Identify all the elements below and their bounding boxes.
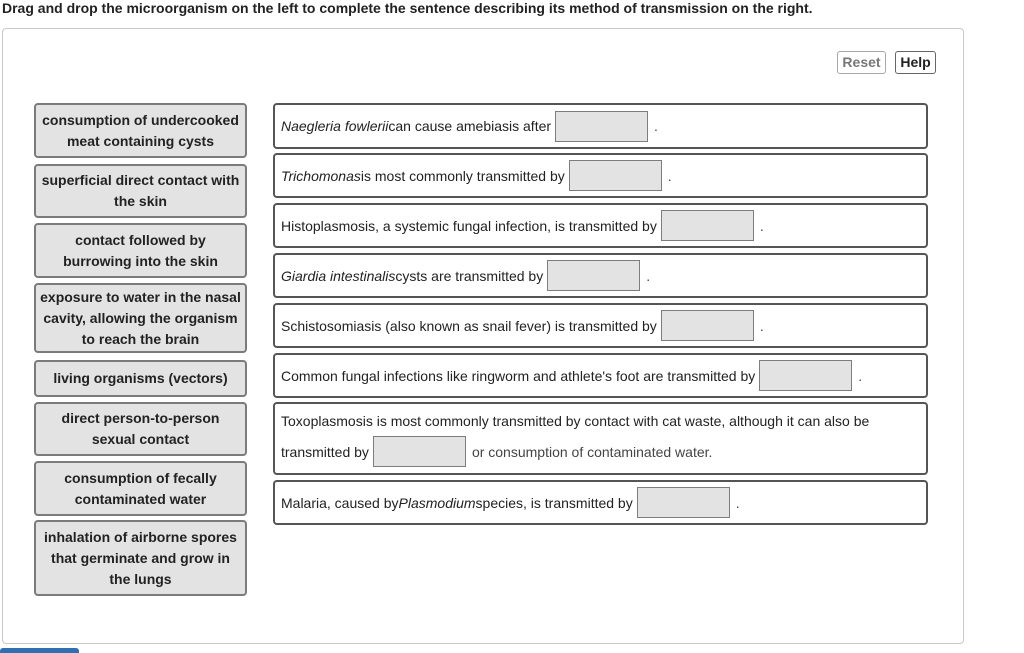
reset-button[interactable]: Reset — [837, 51, 886, 74]
drop-zone[interactable] — [661, 210, 754, 241]
sentence-italic: Naegleria fowlerii — [281, 118, 389, 134]
drag-token[interactable] — [34, 360, 247, 397]
drag-token-label: consumption of undercooked meat containing cysts — [42, 111, 239, 149]
bottom-tab-edge — [0, 648, 79, 653]
drop-zone[interactable] — [555, 111, 648, 142]
sentence-text: Common fungal infections like ringworm and athlete's foot are transmitted by — [281, 367, 756, 384]
sentence-text: is most commonly transmitted by — [360, 167, 565, 184]
help-button[interactable]: Help — [895, 51, 936, 74]
sentence-row — [273, 402, 928, 475]
drag-token[interactable] — [34, 283, 247, 353]
sentence-tail: . — [646, 267, 651, 284]
sentence-row — [273, 203, 928, 248]
sentence-tail: . — [667, 167, 672, 184]
drag-token-label: consumption of fecally contaminated water — [64, 469, 217, 507]
sentence-text: Toxoplasmosis is most commonly transmitted by contact with cat waste, although it can also be — [281, 413, 870, 429]
sentence-tail: . — [759, 217, 764, 234]
drag-token-label: living organisms (vectors) — [53, 370, 228, 386]
drag-token[interactable] — [34, 103, 247, 158]
drag-token-label: superficial direct contact with the skin — [41, 172, 240, 209]
drop-zone[interactable] — [569, 160, 662, 191]
sentence-italic: Plasmodium — [398, 494, 476, 511]
sentence-italic: Trichomonas — [281, 167, 361, 184]
sentence-text: can cause amebiasis after — [388, 118, 552, 134]
sentence-text: cysts are transmitted by — [395, 267, 544, 284]
sentence-tail: . — [654, 118, 658, 134]
drag-token[interactable] — [34, 520, 247, 596]
drag-token-label: direct person-to-person sexual contact — [61, 410, 220, 447]
sentence-text: Malaria, caused by — [281, 494, 399, 511]
sentence-tail: or consumption of contaminated water. — [471, 443, 713, 460]
drop-zone[interactable] — [547, 260, 640, 291]
drop-zone[interactable] — [373, 436, 466, 467]
drag-token[interactable] — [34, 402, 247, 456]
sentence-row — [273, 153, 928, 198]
drop-zone[interactable] — [637, 487, 730, 518]
sentence-row — [273, 480, 928, 525]
drop-zone[interactable] — [759, 360, 852, 391]
sentence-row — [273, 303, 928, 348]
sentence-tail: . — [735, 494, 740, 511]
sentence-text: Schistosomiasis (also known as snail fever) is transmitted by — [281, 317, 657, 334]
drag-token-label: inhalation of airborne spores that germinate and grow in the lungs — [44, 528, 237, 587]
drag-token-label: contact followed by burrowing into the skin — [63, 231, 218, 269]
sentence-text: transmitted by — [281, 443, 369, 460]
drag-token-label: exposure to water in the nasal cavity, allowing the organism to reach the brain — [40, 288, 241, 347]
sentence-tail: . — [759, 317, 764, 334]
sentence-text: species, is transmitted by — [475, 494, 633, 511]
sentence-italic: Giardia intestinalis — [281, 267, 396, 284]
sentence-tail: . — [858, 367, 863, 384]
drag-token[interactable] — [34, 164, 247, 218]
drag-token[interactable] — [34, 223, 247, 278]
sentence-row — [273, 253, 928, 298]
drag-token[interactable] — [34, 461, 247, 516]
sentence-row — [273, 353, 928, 398]
instruction-text: Drag and drop the microorganism on the left to complete the sentence describing its method of transmission on the right. — [2, 0, 813, 16]
sentence-text: Histoplasmosis, a systemic fungal infection, is transmitted by — [281, 217, 657, 234]
drop-zone[interactable] — [661, 310, 754, 341]
sentence-row — [273, 103, 928, 149]
